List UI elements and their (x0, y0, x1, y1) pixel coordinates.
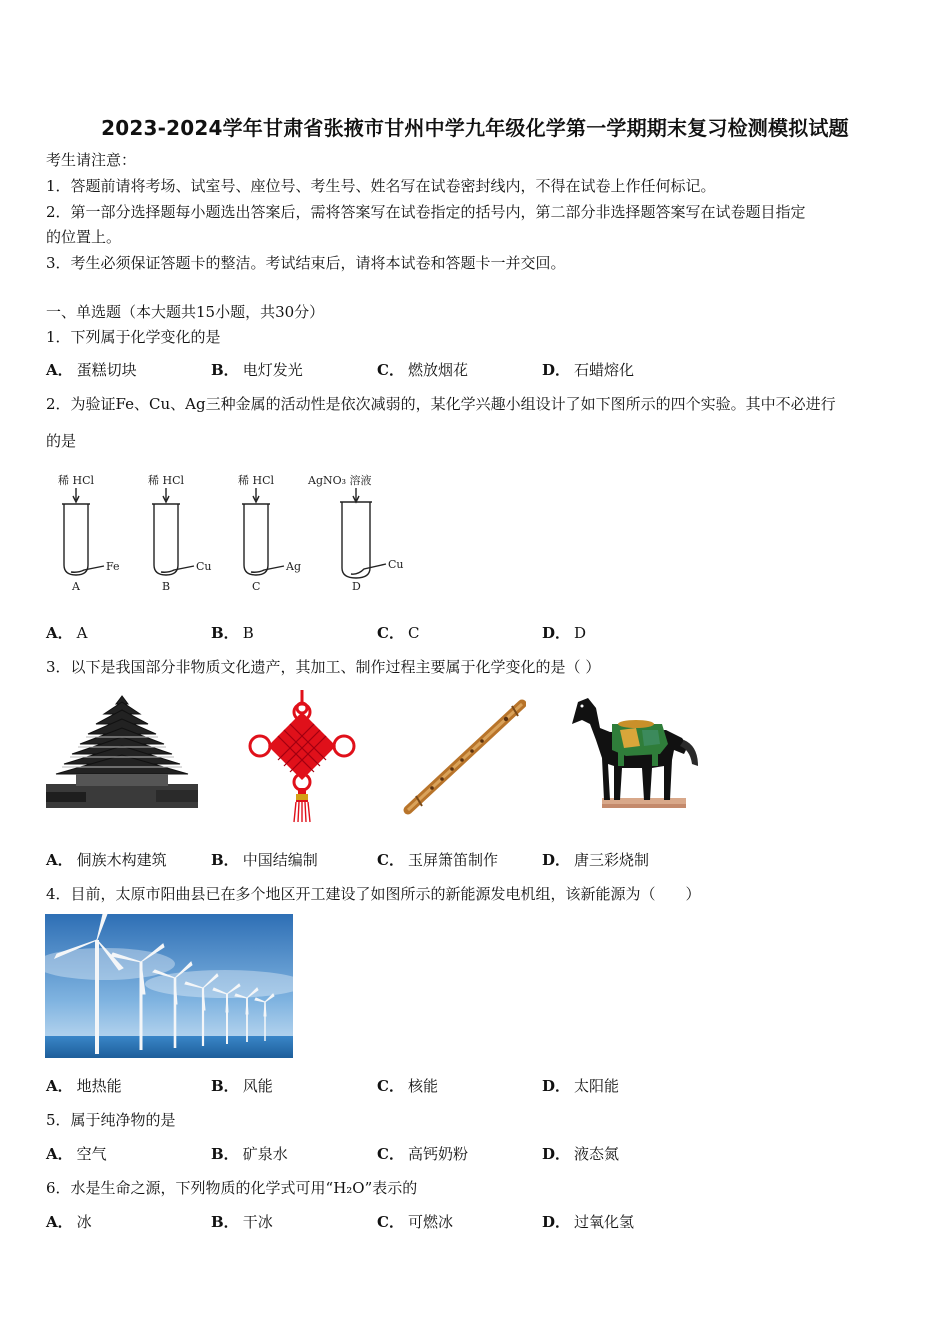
metal-label: Fe (106, 560, 120, 573)
option-b[interactable]: B． 矿泉水 (211, 1145, 288, 1163)
notice-item: 3．考生必须保证答题卡的整洁。考试结束后，请将本试卷和答题卡一并交回。 (46, 254, 566, 272)
option-a[interactable]: A． 侗族木构建筑 (46, 851, 167, 869)
notice-item: 2．第一部分选择题每小题选出答案后，需将答案写在试卷指定的括号内，第二部分非选择题答案写在试卷题目指定 (46, 203, 806, 221)
option-c[interactable]: C． 核能 (377, 1077, 438, 1095)
tube-label: B (162, 580, 171, 593)
option-c[interactable]: C． 燃放烟花 (377, 361, 468, 379)
option-b[interactable]: B． 中国结编制 (211, 851, 318, 869)
wind-turbine-image (45, 914, 293, 1058)
option-d[interactable]: D． 太阳能 (542, 1077, 620, 1095)
options-row (0, 360, 950, 380)
metal-label: Cu (388, 558, 404, 571)
notice-item: 1．答题前请将考场、试室号、座位号、考生号、姓名写在试卷密封线内，不得在试卷上作任何标记。 (46, 177, 716, 195)
reagent-label: AgNO₃ 溶液 (308, 474, 372, 487)
question-stem: 3．以下是我国部分非物质文化遗产，其加工、制作过程主要属于化学变化的是（ ） (46, 658, 601, 676)
options-row (0, 1212, 950, 1232)
tube-label: A (72, 580, 80, 593)
chinese-knot-image (240, 690, 364, 824)
option-d[interactable]: D． 唐三彩烧制 (542, 851, 650, 869)
options-row (0, 623, 950, 643)
question-stem: 6．水是生命之源，下列物质的化学式可用“H₂O”表示的 (46, 1179, 418, 1197)
options-row (0, 850, 950, 870)
option-b[interactable]: B． 风能 (211, 1077, 273, 1095)
tang-horse-image (566, 694, 706, 818)
tube-label: C (252, 580, 261, 593)
option-a[interactable]: A． 空气 (46, 1145, 107, 1163)
flute-image (402, 698, 526, 816)
reagent-label: 稀 HCl (148, 474, 185, 487)
option-a[interactable]: A． 冰 (46, 1213, 92, 1231)
option-a[interactable]: A． 地热能 (46, 1077, 122, 1095)
metal-label: Cu (196, 560, 212, 573)
question-stem: 4．目前，太原市阳曲县已在多个地区开工建设了如图所示的新能源发电机组，该新能源为（ ） (46, 885, 701, 903)
option-d[interactable]: D． 过氧化氢 (542, 1213, 635, 1231)
notice-item: 的位置上。 (46, 228, 122, 246)
option-b[interactable]: B． B (211, 624, 254, 642)
options-row (0, 1144, 950, 1164)
option-d[interactable]: D． 石蜡熔化 (542, 361, 635, 379)
option-c[interactable]: C． C (377, 624, 420, 642)
reagent-label: 稀 HCl (238, 474, 275, 487)
option-d[interactable]: D． 液态氮 (542, 1145, 620, 1163)
page-title: 2023-2024学年甘肃省张掖市甘州中学九年级化学第一学期期末复习检测模拟试题 (101, 116, 849, 140)
reagent-label: 稀 HCl (58, 474, 95, 487)
option-c[interactable]: C． 高钙奶粉 (377, 1145, 468, 1163)
option-d[interactable]: D． D (542, 624, 587, 642)
option-b[interactable]: B． 电灯发光 (211, 361, 303, 379)
tube-label: D (352, 580, 361, 593)
options-row (0, 1076, 950, 1096)
option-a[interactable]: A． A (46, 624, 88, 642)
question-stem: 1．下列属于化学变化的是 (46, 328, 221, 346)
question-stem-continued: 的是 (46, 432, 77, 450)
drum-tower-image (46, 692, 198, 808)
option-c[interactable]: C． 可燃冰 (377, 1213, 453, 1231)
option-b[interactable]: B． 干冰 (211, 1213, 273, 1231)
notice-heading: 考生请注意： (46, 151, 137, 169)
question-stem: 5．属于纯净物的是 (46, 1111, 176, 1129)
option-c[interactable]: C． 玉屏箫笛制作 (377, 851, 498, 869)
section-heading: 一、单选题（本大题共15小题，共30分） (46, 303, 325, 321)
question-stem: 2．为验证Fe、Cu、Ag三种金属的活动性是依次减弱的，某化学兴趣小组设计了如下图所示的四个实验。其中不必进行 (46, 395, 836, 413)
metal-label: Ag (286, 560, 301, 573)
option-a[interactable]: A． 蛋糕切块 (46, 361, 137, 379)
test-tube-diagram (46, 470, 426, 595)
